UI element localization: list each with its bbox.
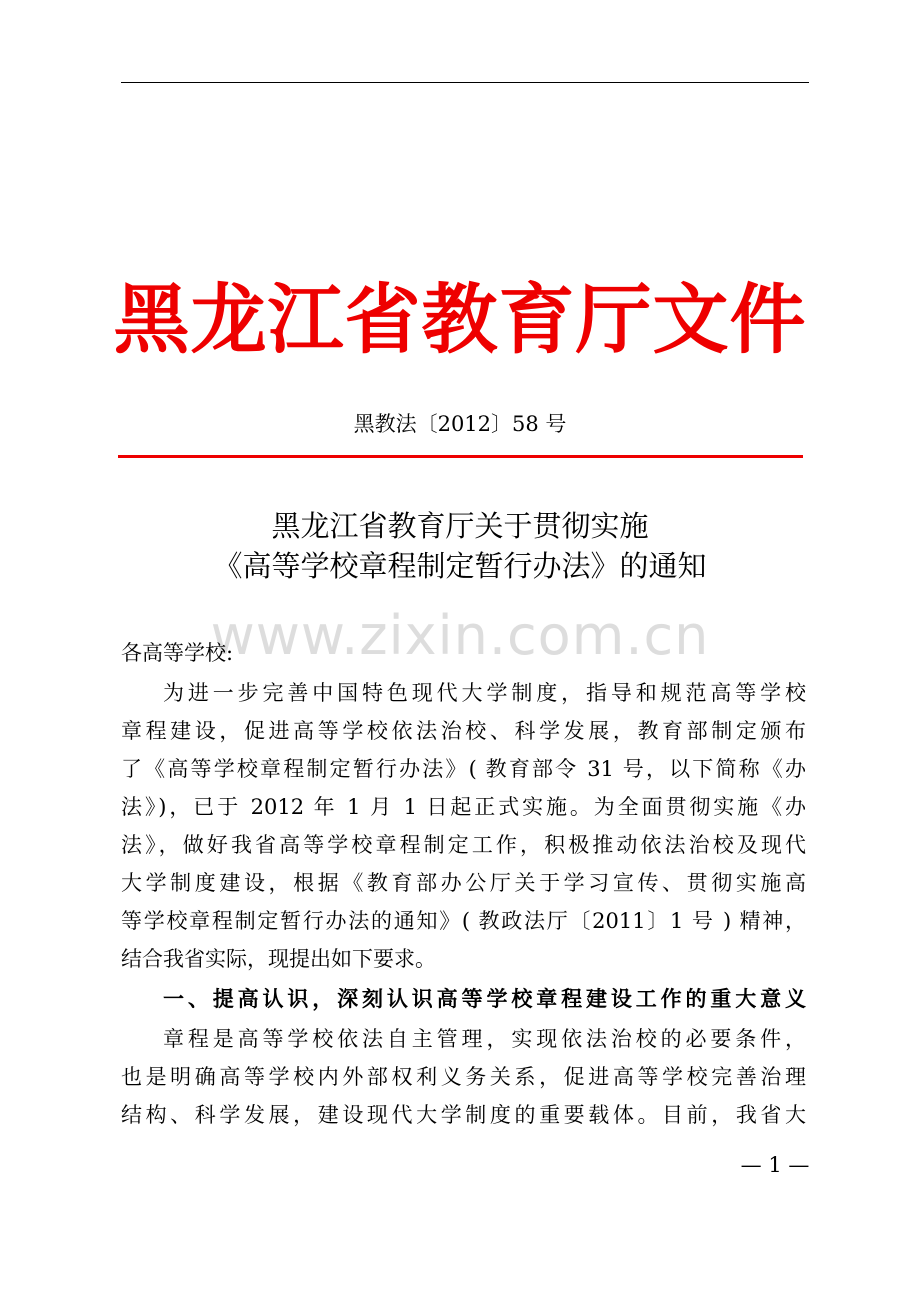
document-header-title: 黑龙江省教育厅文件 [113,275,807,364]
section1-heading: 一、提高认识，深刻认识高等学校章程建设工作的重大意义 [163,986,806,1011]
paragraph1-line: 法》，做好我省高等学校章程制定工作，积极推动依法治校及现代 [121,833,806,857]
red-divider [118,455,803,458]
paragraph1-line: 法》)，已于 2012 年 1 月 1 日起正式实施。为全面贯彻实施《办 [121,795,806,819]
document-title-line1: 黑龙江省教育厅关于贯彻实施 [271,509,649,543]
addressee: 各高等学校: [121,641,234,665]
paragraph1-line: 章程建设，促进高等学校依法治校、科学发展，教育部制定颁布 [121,719,806,743]
paragraph2-line: 结构、科学发展，建设现代大学制度的重要载体。目前，我省大 [121,1103,806,1127]
paragraph1-line: 为进一步完善中国特色现代大学制度，指导和规范高等学校 [163,681,806,705]
paragraph2-line: 也是明确高等学校内外部权利义务关系，促进高等学校完善治理 [121,1065,806,1089]
paragraph1-line: 等学校章程制定暂行办法的通知》( 教政法厅〔2011〕1 号 ) 精神， [121,909,806,933]
watermark: www.zixin.com.cn [210,604,710,667]
page-number: — 1 — [740,1153,810,1177]
paragraph1-line: 结合我省实际，现提出如下要求。 [121,947,436,971]
document-title [0,506,920,586]
document-number: 黑教法〔2012〕58 号 [353,412,567,436]
paragraph1-line: 了《高等学校章程制定暂行办法》( 教育部令 31 号，以下简称《办 [121,757,806,781]
paragraph1-line: 大学制度建设，根据《教育部办公厅关于学习宣传、贯彻实施高 [121,871,806,895]
document-title-line2: 《高等学校章程制定暂行办法》的通知 [213,549,707,583]
paragraph2-line: 章程是高等学校依法自主管理，实现依法治校的必要条件， [163,1027,806,1051]
top-rule [121,82,809,83]
